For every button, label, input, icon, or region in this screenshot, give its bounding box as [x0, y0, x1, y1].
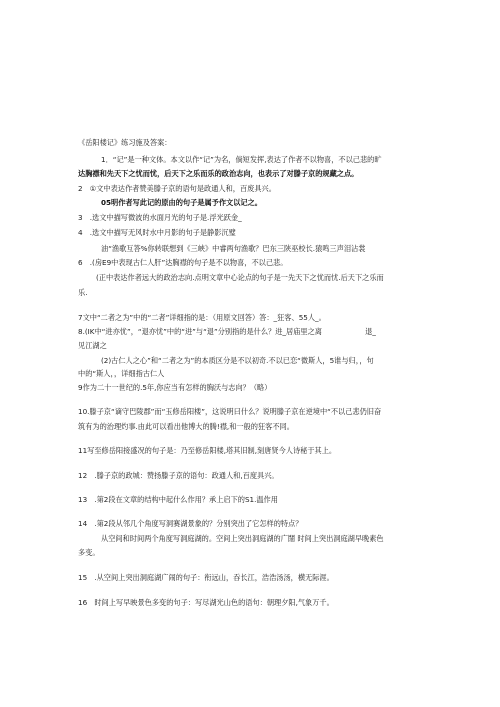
text-line: 16 时间上写早映景色多变的句子：写尽湖光山色的语句：朝理夕阳,气象万千。 — [78, 598, 334, 607]
text-line: (2)古仁人之心”和“二者之为”的本质区分是不以初奇.不以已恋“微斯人，5谁与归，，句 — [101, 356, 374, 365]
text-line: 达胸襟和先天下之忧而忧，后天下之乐而乐的政治志向，也表示了对滕子京的规藏之点。 — [78, 169, 359, 178]
text-line: 3 .选文中描写微波的水面月光的句子是.浮光跃金_ — [78, 213, 242, 222]
text-line: 7文中“二者之为”中的“二者”详细指的是：（用原文回答）答：_狂客、55人_。 — [78, 313, 326, 322]
text-line: (正中表达作者远大的政治志向.点明文章中心论点的句子是一先天下之忧而忧.后天下之乐而 — [96, 273, 384, 282]
text-line: 乐. — [78, 288, 88, 297]
text-line: 多变。 — [78, 548, 100, 557]
text-line: 中的“斯人，，详细指古仁人 — [78, 369, 165, 378]
text-line: 2 ①文中表达作者赞美滕子京的语句是政通人和，百废具兴。 — [78, 184, 276, 193]
text-line: 6 .(房E9中表现古仁人肝”达胸襟的句子是不以物喜，不以己悲。 — [78, 258, 288, 267]
text-line: 9作为二十一世纪的.5年,你应当有怎样的胸沃与志向？（略） — [78, 383, 272, 392]
text-line: 05明作者写此记的原由的句子是属予作文以记之。 — [101, 198, 262, 207]
document-title: 《岳阳楼记》练习施及答案： — [78, 138, 172, 147]
text-line: 12 .滕子京的政城：赞扬滕子京的语句：政通人和,百度具兴。 — [78, 471, 279, 480]
text-line: 10.滕子京“谪守巴陵郡”而“玉修岳阳楼”，这说明曰什么？说明滕子京在逆境中“不以己悲仍旧奋 — [78, 407, 382, 416]
text-line: 15 .从空间上突出洞庭湖广闹的句子：衔远山，吞长江，浩浩汤汤，横无际涯。 — [78, 573, 334, 582]
text-line: 8.(IK中“进亦忧”，“退亦忧”中的“进”与“退”分别指的是什么？进_居庙里之离 退_ — [78, 327, 376, 336]
text-line: 见江湖之 — [78, 341, 107, 350]
text-line: 从空间和时间两个角度写洞庭湖的。空间上突出洞庭湖的广闊 时间上突出洞庭湖早晚素色 — [101, 534, 384, 543]
text-line: 4 .选文中描写无风时水中月影的句子是静影沉璧 — [78, 228, 236, 237]
text-line: 1．“记”是一种文体。本文以作“记”为名，倘短发挥,表达了作者不以物喜，不以己悲的旷 — [101, 155, 382, 164]
text-line: 13 .第2段在文章的结构中起什么作用？承上启下的S1.温作用 — [78, 495, 278, 504]
text-line: 筑有为的治理灼事.由此可以看出他博大的腾!襟,和一般的狂客不同。 — [78, 422, 294, 431]
text-line: 11写至修岳阳接盛况的句子是：乃至修岳阳楼,塔其旧制,刻唐贤今人诗秘于其上。 — [78, 446, 337, 455]
text-line: 14 .第2段从邻几个角度写洞赛湖景象的？分别突出了它怎样的特点？ — [78, 519, 303, 528]
text-line: 油“渔歌互答%你转联想到《三峡》中睿两句渔歌？巴东三陕巫校长.猿鸣三声泪沾裳 — [101, 244, 366, 253]
